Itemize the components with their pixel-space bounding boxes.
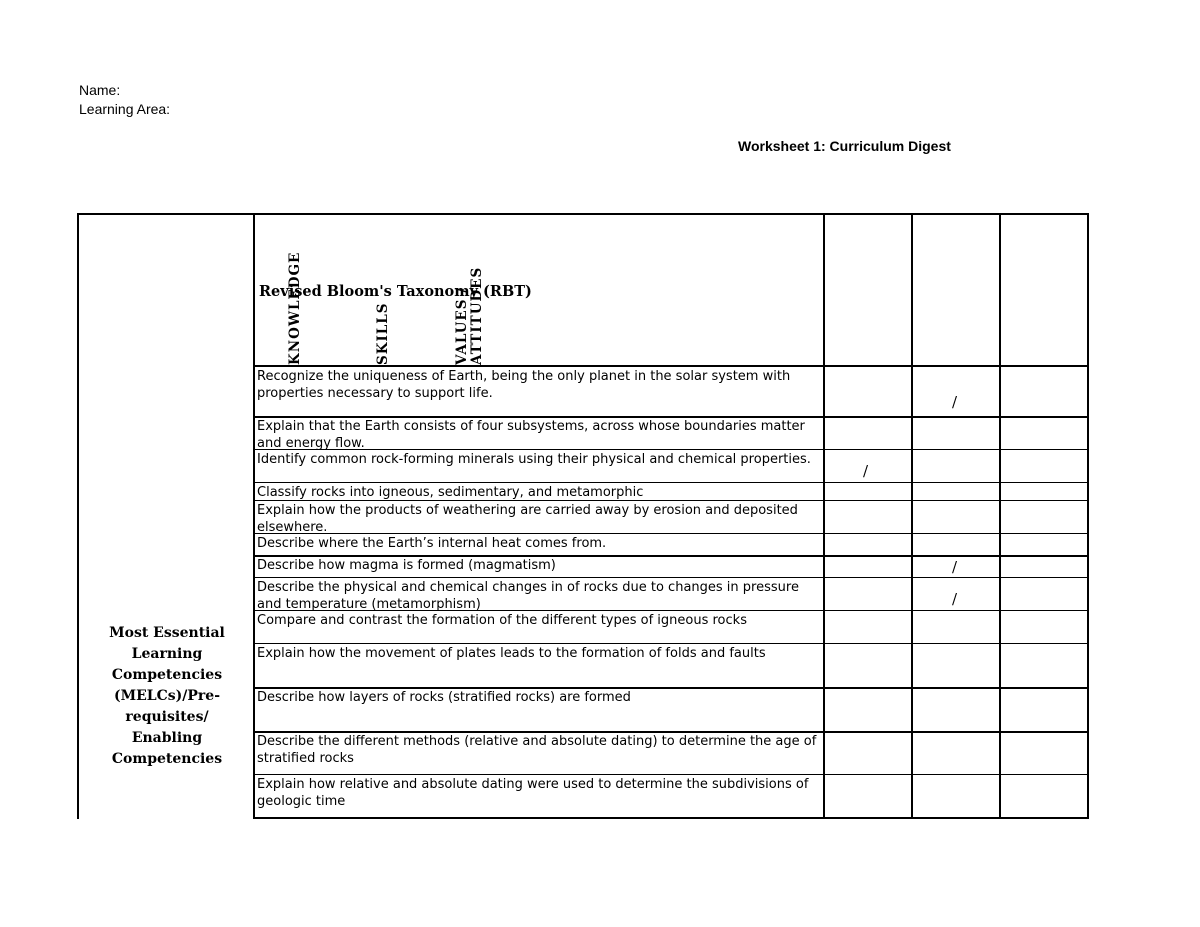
skills-check-mark: / <box>952 589 958 608</box>
row-group-line: requisites/ <box>125 709 209 725</box>
name-label: Name: <box>79 82 121 98</box>
table-row-text: Compare and contrast the formation of the different types of igneous rocks <box>257 613 747 628</box>
column-divider <box>999 215 1001 817</box>
row-group-label <box>79 623 255 770</box>
table-row-text: Explain how relative and absolute dating were used to determine the subdivisions of geologic time <box>257 777 809 809</box>
table-row-text: Describe where the Earth’s internal heat comes from. <box>257 536 607 551</box>
row-divider <box>255 533 1087 534</box>
row-divider <box>255 643 1087 644</box>
table-row-text: Explain how the products of weathering are carried away by erosion and deposited elsewhere. <box>257 503 798 533</box>
row-divider <box>255 610 1087 611</box>
column-divider <box>911 215 913 817</box>
values-header-line2: ATTITUDES <box>469 266 485 365</box>
table-row-text: Describe the different methods (relative and absolute dating) to determine the age of stratified rocks <box>257 734 817 766</box>
row-divider <box>255 577 1087 578</box>
table-row-text: Describe how magma is formed (magmatism) <box>257 558 556 573</box>
header-divider <box>255 365 1087 367</box>
row-group-line: Competencies <box>111 751 223 767</box>
table-row-text: Explain how the movement of plates leads to the formation of folds and faults <box>257 646 766 661</box>
table-row-text: Explain that the Earth consists of four subsystems, across whose boundaries matter and energy flow. <box>257 419 805 449</box>
worksheet-title: Worksheet 1: Curriculum Digest <box>738 138 951 154</box>
row-divider <box>255 731 1087 733</box>
row-group-line: Enabling <box>131 730 203 746</box>
learning-area-label: Learning Area: <box>79 101 171 117</box>
row-group-line: Learning <box>131 646 203 662</box>
values-header-line1: VALUES / <box>454 286 470 365</box>
skills-check-mark: / <box>952 558 958 576</box>
table-row-text: Describe the physical and chemical changes in of rocks due to changes in pressure and temperature (metamorphism) <box>257 580 799 610</box>
skills-check-mark: / <box>952 393 958 411</box>
knowledge-header: KNOWLEDGE <box>287 251 303 365</box>
table-row-text: Classify rocks into igneous, sedimentary, and metamorphic <box>257 485 644 500</box>
knowledge-check-mark: / <box>863 461 869 480</box>
row-divider <box>255 416 1087 418</box>
values-attitudes-header <box>455 251 485 365</box>
skills-header: SKILLS <box>375 302 391 365</box>
row-divider <box>255 449 1087 450</box>
row-group-line: (MELCs)/Pre- <box>113 688 221 704</box>
competency-table <box>253 213 1089 819</box>
row-divider <box>255 482 1087 483</box>
rbt-header: Revised Bloom's Taxonomy (RBT) <box>259 283 532 300</box>
row-divider <box>255 774 1087 775</box>
row-divider <box>255 555 1087 557</box>
row-group-column <box>77 213 253 819</box>
column-divider <box>823 215 825 817</box>
row-divider <box>255 687 1087 689</box>
table-row-text: Describe how layers of rocks (stratified rocks) are formed <box>257 690 631 705</box>
row-group-line: Most Essential <box>109 625 225 641</box>
row-group-line: Competencies <box>111 667 223 683</box>
table-row-text: Identify common rock-forming minerals using their physical and chemical properties. <box>257 452 811 467</box>
row-divider <box>255 500 1087 501</box>
table-row-text: Recognize the uniqueness of Earth, being the only planet in the solar system with properties necessary to support life. <box>257 369 791 401</box>
